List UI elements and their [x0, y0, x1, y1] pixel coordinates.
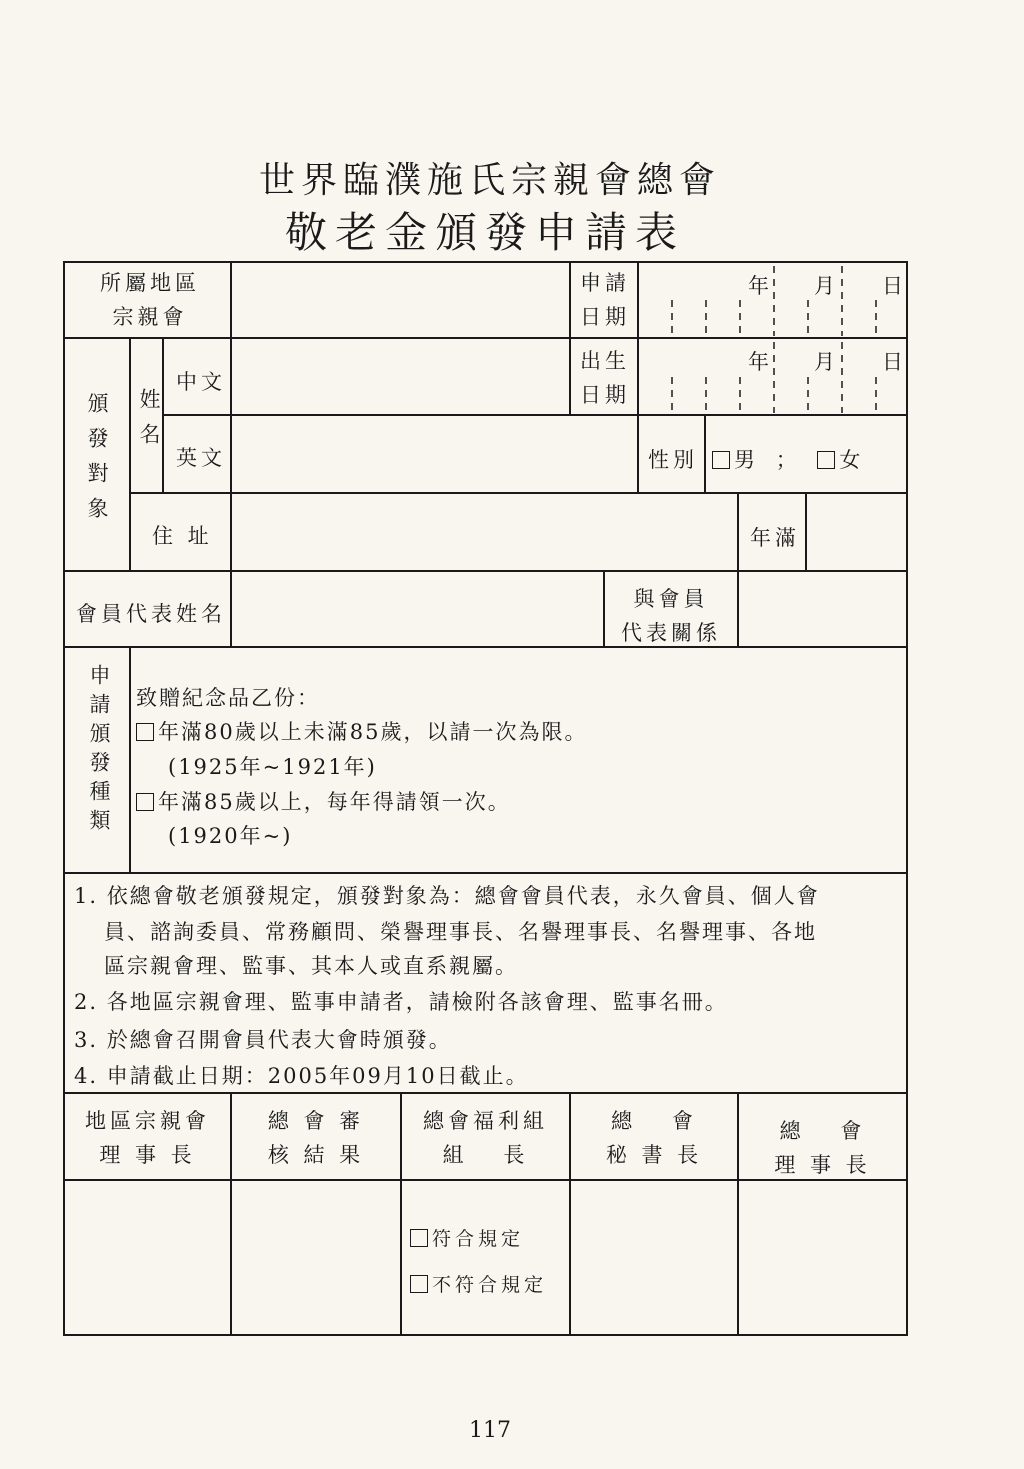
signoff-welfare-head: 總會福利組 組 長 [423, 1109, 548, 1167]
category-option2-range: (1920年~) [168, 824, 293, 848]
birth-month-label: 月 [814, 350, 839, 374]
apply-year-label: 年 [748, 274, 773, 298]
relation-label: 與會員 代表關係 [621, 587, 721, 645]
name-label: 姓名 [137, 388, 161, 458]
address-label: 住 址 [152, 524, 213, 548]
check-compliant: 符合規定 [410, 1224, 524, 1251]
org-title: 世界臨濮施氏宗親會總會 [258, 160, 721, 201]
gender-label: 性別 [648, 448, 698, 472]
category-option1-range: (1925年~1921年) [168, 755, 377, 779]
signoff-secretary-general: 總 會 秘 書 長 [605, 1109, 703, 1167]
signoff-chairman: 總 會 理 事 長 [774, 1119, 871, 1177]
female-checkbox[interactable] [817, 451, 835, 469]
form-title: 敬老金頒發申請表 [284, 208, 685, 257]
apply-month-label: 月 [814, 274, 839, 298]
note-4: 4. 申請截止日期：2005年09月10日截止。 [74, 1064, 529, 1088]
age-label: 年滿 [750, 526, 800, 550]
category-option2: 年滿85歲以上，每年得請領一次。 [136, 786, 511, 816]
english-name-label: 英文 [176, 446, 226, 470]
birth-day-label: 日 [882, 350, 907, 374]
member-rep-name-label: 會員代表姓名 [76, 602, 226, 626]
birth-year-label: 年 [748, 350, 773, 374]
note-3: 3. 於總會召開會員代表大會時頒發。 [74, 1028, 452, 1052]
female-label: 女 [839, 448, 865, 472]
option1-checkbox[interactable] [136, 723, 154, 741]
note-1-line3: 區宗親會理、監事、其本人或直系親屬。 [104, 954, 518, 978]
apply-day-label: 日 [882, 274, 907, 298]
gender-options [712, 444, 864, 474]
compliant-checkbox[interactable] [410, 1229, 428, 1247]
gender-separator: ； [775, 448, 801, 472]
noncompliant-checkbox[interactable] [410, 1275, 428, 1293]
apply-date-label: 申請 日期 [580, 271, 630, 329]
male-checkbox[interactable] [712, 451, 730, 469]
category-intro: 致贈紀念品乙份： [136, 686, 320, 710]
signoff-review-result: 總 會 審 核 結 果 [267, 1109, 365, 1167]
signoff-region-chair: 地區宗親會 理 事 長 [85, 1109, 210, 1167]
category-section-label: 申請頒發種類 [87, 664, 111, 838]
recipient-section-label: 頒發對象 [85, 392, 109, 532]
note-1: 1. 依總會敬老頒發規定，頒發對象為：總會會員代表，永久會員、個人會 [74, 884, 820, 908]
chinese-name-label: 中文 [176, 370, 226, 394]
page-number: 117 [469, 1418, 511, 1443]
category-option1: 年滿80歲以上未滿85歲，以請一次為限。 [136, 716, 587, 746]
check-noncompliant: 不符合規定 [410, 1270, 547, 1297]
male-label: 男 [734, 448, 759, 472]
birth-date-label: 出生 日期 [580, 349, 630, 407]
option2-checkbox[interactable] [136, 793, 154, 811]
note-2: 2. 各地區宗親會理、監事申請者，請檢附各該會理、監事名冊。 [74, 990, 728, 1014]
note-1-line2: 員、諮詢委員、常務顧問、榮譽理事長、名譽理事長、名譽理事、各地 [104, 920, 817, 944]
region-label: 所屬地區 宗親會 [100, 271, 200, 329]
